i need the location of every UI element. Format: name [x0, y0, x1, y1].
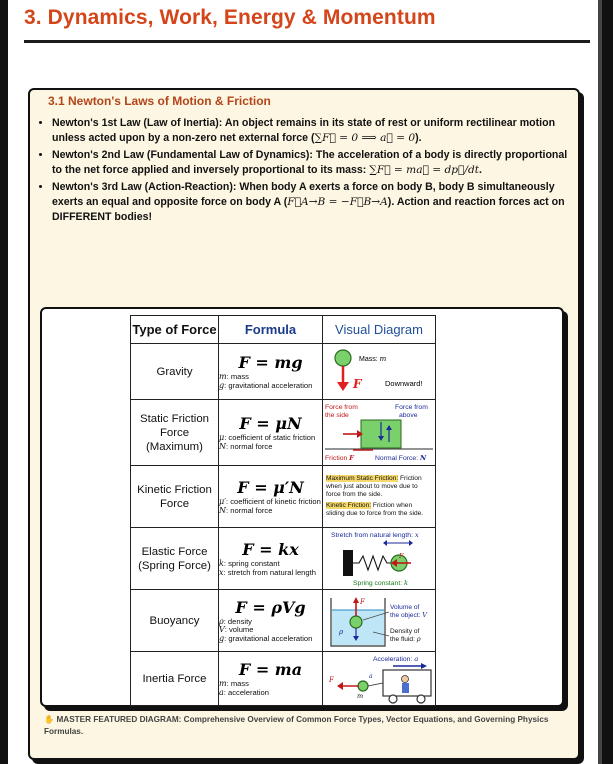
- max-static-note: Maximum Static Friction: Friction when just about to move due to force from the side.: [326, 475, 422, 498]
- formula-cell: [219, 400, 323, 466]
- force-name: Static Friction Force (Maximum): [131, 400, 219, 466]
- svg-text:Normal Force: N: Normal Force: N: [375, 454, 427, 462]
- svg-text:Spring constant: k: Spring constant: k: [353, 579, 409, 587]
- svg-text:Volume of: Volume of: [390, 604, 420, 611]
- svg-text:the side: the side: [325, 412, 349, 419]
- title-divider: [24, 40, 590, 43]
- table-row: [131, 400, 436, 466]
- header-type: Type of Force: [131, 316, 219, 344]
- law-1-equation: ∑F⃗ = 0 ⟹ a⃗ = 0: [314, 132, 416, 144]
- scrollbar[interactable]: [602, 0, 613, 764]
- table-header-row: [131, 316, 436, 344]
- svg-text:F: F: [353, 377, 362, 391]
- svg-text:a: a: [369, 673, 373, 680]
- formula-desc: μ′: coefficient of kinetic friction N: normal force: [219, 497, 321, 515]
- svg-text:above: above: [399, 412, 418, 419]
- svg-text:Force from: Force from: [325, 404, 358, 411]
- law-2: • Newton's 2nd Law (Fundamental Law of Dynamics): The acceleration of a body is directly proportional to the net force applied and inversely proportional to its mass: ∑F⃗ = ma⃗ = dp⃗/dt.: [52, 148, 580, 178]
- formula: F = mg: [238, 353, 303, 372]
- gravity-diagram: [323, 344, 436, 400]
- laws-list: [38, 116, 580, 227]
- formula: F = μ′N: [237, 478, 304, 497]
- spring-icon: [353, 556, 391, 570]
- force-name: Gravity: [131, 344, 219, 400]
- force-name: Kinetic Friction Force: [131, 466, 219, 528]
- svg-text:Force from: Force from: [395, 404, 428, 411]
- left-rail: [0, 0, 8, 764]
- svg-text:F: F: [399, 552, 404, 560]
- figure-caption: ✋ MASTER FEATURED DIAGRAM: Comprehensive Overview of Common Force Types, Vector Equations, and Governing Physics Formulas.: [44, 715, 549, 736]
- svg-text:F: F: [360, 598, 365, 606]
- newton-laws-card: [28, 88, 580, 760]
- law-3: • Newton's 3rd Law (Action-Reaction): When body A exerts a force on body B, body B simultaneously exerts an equal and opposite force on body A (F⃗A→B = −F⃗B→A). Action and reaction forces act on DIFFERENT bodies!: [52, 180, 580, 225]
- card-heading: 3.1 Newton's Laws of Motion & Friction: [48, 94, 271, 108]
- header-visual: Visual Diagram: [323, 316, 436, 344]
- svg-text:Downward!: Downward!: [385, 379, 423, 388]
- document-page: [8, 0, 598, 764]
- force-diagram-panel: [40, 307, 564, 707]
- table-row: [131, 652, 436, 706]
- formula: F = ρVg: [235, 597, 306, 617]
- arrow-right-icon: [421, 663, 427, 669]
- svg-text:ρ: ρ: [339, 628, 344, 636]
- svg-text:Stretch from natural length: x: Stretch from natural length: x: [331, 531, 419, 539]
- force-name: Buoyancy: [131, 590, 219, 652]
- formula-cell: [219, 652, 323, 706]
- formula-desc: ρ: density V: volume g: gravitational acceleration: [219, 616, 313, 643]
- header-formula: Formula: [219, 316, 323, 344]
- formula-desc: m: mass a: acceleration: [219, 679, 269, 697]
- svg-text:Density of: Density of: [390, 628, 420, 635]
- formula-desc: k: spring constant x: stretch from natural length: [219, 559, 316, 577]
- inertia-diagram: [323, 652, 436, 706]
- svg-text:m: m: [357, 692, 364, 700]
- law-1: • Newton's 1st Law (Law of Inertia): An object remains in its state of rest or uniform rectilinear motion unless acted upon by a non-zero net external force (∑F⃗ = 0 ⟹ a⃗ = 0).: [52, 116, 580, 146]
- formula: F = μN: [239, 414, 302, 433]
- table-row: [131, 528, 436, 590]
- table-row: [131, 590, 436, 652]
- law-2-equation: ∑F⃗ = ma⃗ = dp⃗/dt: [369, 164, 480, 176]
- table-row: [131, 344, 436, 400]
- force-name: Elastic Force (Spring Force): [131, 528, 219, 590]
- formula-cell: [219, 528, 323, 590]
- kinetic-friction-diagram: [323, 466, 436, 528]
- ball-icon: [350, 616, 362, 628]
- formula-desc: m: mass g: gravitational acceleration: [219, 372, 313, 390]
- force-name: Inertia Force: [131, 652, 219, 706]
- svg-text:Acceleration: a: Acceleration: a: [373, 655, 419, 663]
- svg-text:Mass: m: Mass: m: [359, 355, 387, 363]
- kinetic-note: Kinetic Friction: Friction when sliding due to force from the side.: [326, 502, 424, 517]
- ball-icon: [358, 681, 368, 691]
- svg-text:the fluid: ρ: the fluid: ρ: [390, 635, 421, 643]
- formula: F = kx: [242, 540, 299, 559]
- arrow-down-icon: [337, 382, 349, 391]
- static-friction-diagram: [323, 400, 436, 466]
- force-types-table: [130, 315, 436, 706]
- person-icon: [402, 676, 409, 683]
- formula-cell: [219, 344, 323, 400]
- svg-text:F: F: [329, 676, 334, 684]
- ball-icon: [335, 350, 351, 366]
- hand-pointing-icon: ✋: [44, 715, 55, 724]
- section-title: 3. Dynamics, Work, Energy & Momentum: [24, 6, 436, 29]
- formula-cell: [219, 590, 323, 652]
- svg-text:the object: V: the object: V: [390, 611, 428, 619]
- formula-desc: μ: coefficient of static friction N: normal force: [219, 433, 316, 451]
- formula-cell: [219, 466, 323, 528]
- table-row: [131, 466, 436, 528]
- wall-icon: [343, 550, 353, 576]
- spring-diagram: [323, 528, 436, 590]
- law-3-equation: F⃗A→B = −F⃗B→A: [287, 196, 388, 208]
- buoyancy-diagram: [323, 590, 436, 652]
- formula: F = ma: [238, 660, 303, 679]
- svg-text:Friction F: Friction F: [325, 454, 354, 462]
